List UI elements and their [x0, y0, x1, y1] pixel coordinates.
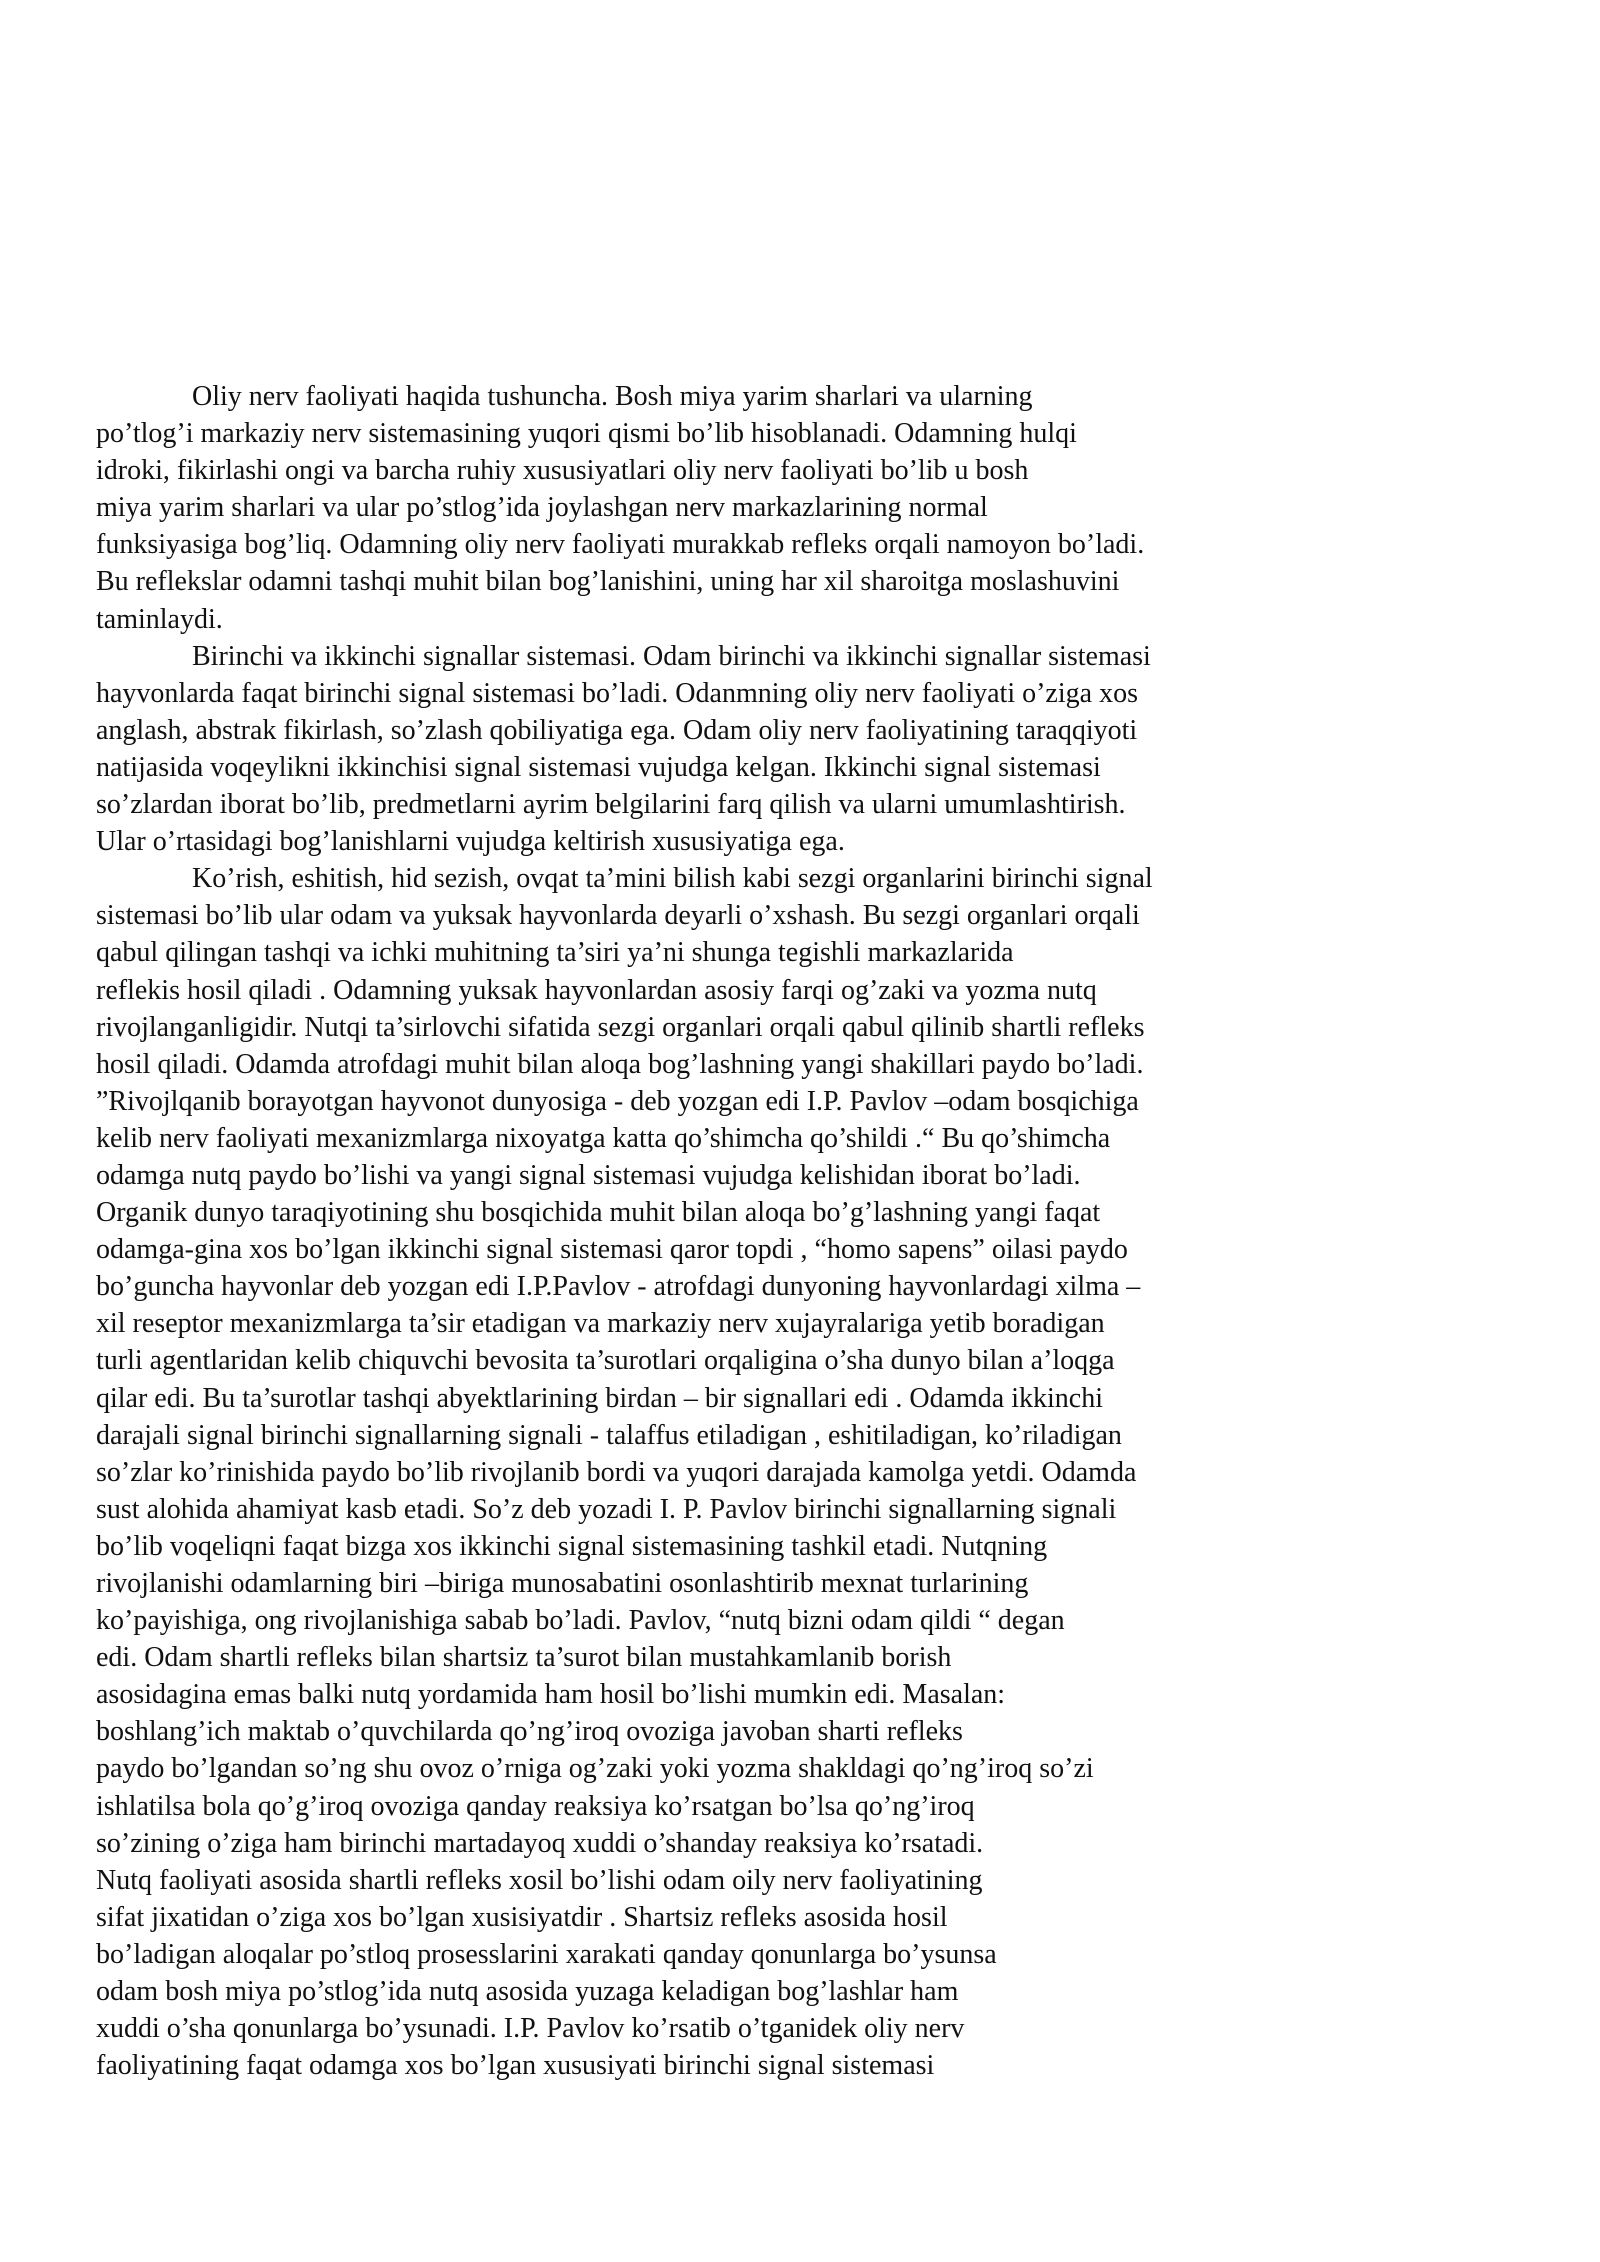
text-line: odam bosh miya po’stlog’ida nutq asosida yuzaga keladigan bog’lashlar ham [96, 1976, 959, 2008]
text-line: Nutq faoliyati asosida shartli refleks xosil bo’lishi odam oily nerv faoliyatining [96, 1864, 983, 1896]
text-line: Ko’rish, eshitish, hid sezish, ovqat ta’mini bilish kabi sezgi organlarini birinchi signal [192, 863, 1153, 895]
text-line: Oliy nerv faoliyati haqida tushuncha. Bosh miya yarim sharlari va ularning [192, 381, 1033, 412]
text-line: sust alohida ahamiyat kasb etadi. So’z deb yozadi I. P. Pavlov birinchi signallarning signali [96, 1493, 1117, 1525]
text-line: anglash, abstrak fikirlash, so’zlash qobiliyatiga ega. Odam oliy nerv faoliyatining taraqqiyoti [96, 714, 1138, 746]
text-line: Organik dunyo taraqiyotining shu bosqichida muhit bilan aloqa bo’g’lashning yangi faqat [96, 1197, 1101, 1229]
text-line: hosil qiladi. Odamda atrofdagi muhit bilan aloqa bog’lashning yangi shakillari paydo bo’ladi. [96, 1048, 1144, 1080]
text-line: bo’lib voqeliqni faqat bizga xos ikkinchi signal sistemasining tashkil etadi. Nutqning [96, 1530, 1048, 1562]
text-line: turli agentlaridan kelib chiquvchi bevosita ta’surotlari orqaligina o’sha dunyo bilan a’loqga [96, 1345, 1115, 1377]
text-line: odamga nutq paydo bo’lishi va yangi signal sistemasi vujudga kelishidan iborat bo’ladi. [96, 1159, 1081, 1191]
text-line: Ular o’rtasidagi bog’lanishlarni vujudga keltirish xususiyatiga ega. [96, 826, 845, 858]
document-body [96, 378, 1466, 2084]
text-line: xil reseptor mexanizmlarga ta’sir etadigan va markaziy nerv xujayralariga yetib boradigan [96, 1308, 1105, 1340]
text-line: rivojlanishi odamlarning biri –biriga munosabatini osonlashtirib mexnat turlarining [96, 1568, 1029, 1599]
text-line: asosidagina emas balki nutq yordamida ham hosil bo’lishi mumkin edi. Masalan: [96, 1679, 1006, 1711]
text-line: so’zlar ko’rinishida paydo bo’lib rivojlanib bordi va yuqori darajada kamolga yetdi. Odamda [96, 1456, 1137, 1488]
text-line: Bu reflekslar odamni tashqi muhit bilan bog’lanishini, uning har xil sharoitga moslashuvini [96, 566, 1120, 598]
text-line: edi. Odam shartli refleks bilan shartsiz ta’surot bilan mustahkamlanib borish [96, 1642, 952, 1674]
paragraph [96, 860, 1466, 2084]
text-line: ”Rivojlqanib borayotgan hayvonot dunyosiga - deb yozgan edi I.P. Pavlov –odam bosqichiga [96, 1085, 1139, 1117]
text-line: miya yarim sharlari va ular po’stlog’ida joylashgan nerv markazlarining normal [96, 492, 988, 524]
text-line: hayvonlarda faqat birinchi signal sistemasi bo’ladi. Odanmning oliy nerv faoliyati o’ziga xos [96, 677, 1138, 709]
text-line: so’zining o’ziga ham birinchi martadayoq xuddi o’shanday reaksiya ko’rsatadi. [96, 1827, 984, 1859]
text-line: kelib nerv faoliyati mexanizmlarga nixoyatga katta qo’shimcha qo’shildi .“ Bu qo’shimcha [96, 1122, 1111, 1154]
text-line: po’tlog’i markaziy nerv sistemasining yuqori qismi bo’lib hisoblanadi. Odamning hulqi [96, 418, 1077, 450]
text-line: xuddi o’sha qonunlarga bo’ysunadi. I.P. Pavlov ko’rsatib o’tganidek oliy nerv [96, 2013, 965, 2045]
text-line: natijasida voqeylikni ikkinchisi signal sistemasi vujudga kelgan. Ikkinchi signal sistemasi [96, 751, 1101, 783]
text-line: boshlang’ich maktab o’quvchilarda qo’ng’iroq ovoziga javoban sharti refleks [96, 1716, 963, 1748]
text-line: bo’guncha hayvonlar deb yozgan edi I.P.Pavlov - atrofdagi dunyoning hayvonlardagi xilma – [96, 1271, 1141, 1303]
text-line: bo’ladigan aloqalar po’stloq prosesslarini xarakati qanday qonunlarga bo’ysunsa [96, 1938, 997, 1970]
text-line: qilar edi. Bu ta’surotlar tashqi abyektlarining birdan – bir signallari edi . Odamda ikkinchi [96, 1382, 1103, 1414]
text-line: sifat jixatidan o’ziga xos bo’lgan xusisiyatdir . Shartsiz refleks asosida hosil [96, 1901, 948, 1933]
text-line: taminlaydi. [96, 603, 223, 635]
text-line: idroki, fikirlashi ongi va barcha ruhiy xususiyatlari oliy nerv faoliyati bo’lib u bosh [96, 455, 1029, 487]
paragraph [96, 638, 1466, 861]
text-line: faoliyatining faqat odamga xos bo’lgan xususiyati birinchi signal sistemasi [96, 2050, 935, 2082]
text-line: sistemasi bo’lib ular odam va yuksak hayvonlarda deyarli o’xshash. Bu sezgi organlari orqali [96, 900, 1140, 932]
text-line: so’zlardan iborat bo’lib, predmetlarni ayrim belgilarini farq qilish va ularni umumlashtirish. [96, 789, 1126, 821]
text-line: ko’payishiga, ong rivojlanishiga sabab bo’ladi. Pavlov, “nutq bizni odam qildi “ degan [96, 1605, 1065, 1637]
paragraph [96, 378, 1466, 638]
text-line: funksiyasiga bog’liq. Odamning oliy nerv faoliyati murakkab refleks orqali namoyon bo’ladi. [96, 529, 1145, 561]
text-line: darajali signal birinchi signallarning signali - talaffus etiladigan , eshitiladigan, ko’riladigan [96, 1419, 1122, 1451]
text-line: ishlatilsa bola qo’g’iroq ovoziga qanday reaksiya ko’rsatgan bo’lsa qo’ng’iroq [96, 1790, 975, 1822]
text-line: Birinchi va ikkinchi signallar sistemasi. Odam birinchi va ikkinchi signallar sistemasi [192, 640, 1151, 672]
text-line: qabul qilingan tashqi va ichki muhitning ta’siri ya’ni shunga tegishli markazlarida [96, 937, 1014, 969]
text-line: rivojlanganligidir. Nutqi ta’sirlovchi sifatida sezgi organlari orqali qabul qilinib shartli refleks [96, 1011, 1145, 1043]
text-line: odamga-gina xos bo’lgan ikkinchi signal sistemasi qaror topdi , “homo sapens” oilasi paydo [96, 1234, 1128, 1266]
text-line: paydo bo’lgandan so’ng shu ovoz o’rniga og’zaki yoki yozma shakldagi qo’ng’iroq so’zi [96, 1753, 1094, 1785]
text-line: reflekis hosil qiladi . Odamning yuksak hayvonlardan asosiy farqi og’zaki va yozma nutq [96, 974, 1097, 1006]
